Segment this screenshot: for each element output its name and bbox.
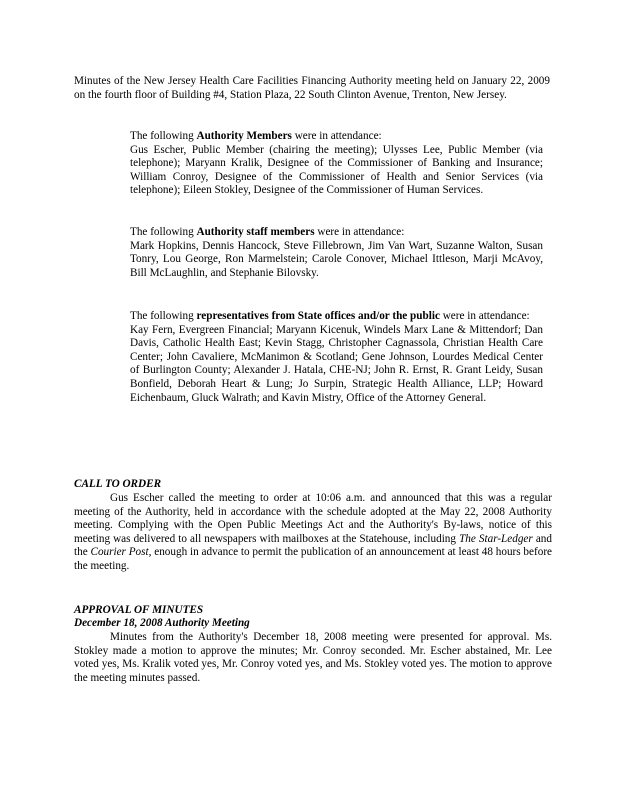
public-lead: The following representatives from State offices and/or the public were in attendance: xyxy=(130,310,530,322)
members-block xyxy=(130,130,543,198)
members-lead: The following Authority Members were in attendance: xyxy=(130,130,382,142)
public-lead-bold: representatives from State offices and/or the public xyxy=(196,310,440,322)
approval-paragraph: Minutes from the Authority's December 18, 2008 meeting were presented for approval. Ms. Stokley made a motion to approve the minutes; Mr. Conroy seconded. Mr. Escher abstained, Mr. Lee voted yes, Ms. Kralik voted yes, Mr. Conroy voted yes, and Ms. Stokley voted yes. The motion to approve the meeting minutes passed. xyxy=(74,631,552,684)
call-to-order-heading: CALL TO ORDER xyxy=(74,478,162,490)
approval-subheading: December 18, 2008 Authority Meeting xyxy=(74,617,250,629)
staff-lead: The following Authority staff members were in attendance: xyxy=(130,226,405,238)
staff-block xyxy=(130,226,543,280)
staff-lead-bold: Authority staff members xyxy=(196,226,315,238)
public-list: Kay Fern, Evergreen Financial; Maryann Kicenuk, Windels Marx Lane & Mittendorf; Dan Davis, Catholic Health East; Kevin Stagg, Christopher Cagnassola, Christian Health Care Center; John Cavaliere, McManimon & Scotland; Gene Johnson, Lourdes Medical Center of Burlington County; Alexander J. Hatala, CHE-NJ; John R. Ernst, R. Grant Leidy, Susan Bonfield, Deborah Heart & Lung; Jo Surpin, Strategic Health Alliance, LLP; Howard Eichenbaum, Gluck Walrath; and Kavin Mistry, Office of the Attorney General. xyxy=(130,323,543,404)
call-to-order-paragraph: Gus Escher called the meeting to order at 10:06 a.m. and announced that this was a regular meeting of the Authority, held in accordance with the schedule adopted at the May 22, 2008 Authority meeting. Complying with the Open Public Meetings Act and the Authority's By-laws, notice of this meeting was delivered to all newspapers with mailboxes at the Statehouse, including The Star-Ledger and the Courier Post, enough in advance to permit the publication of an announcement at least 48 hours before the meeting. xyxy=(74,492,553,572)
public-block xyxy=(130,310,543,405)
members-list: Gus Escher, Public Member (chairing the meeting); Ulysses Lee, Public Member (via telephone); Maryann Kralik, Designee of the Commissioner of Banking and Insurance; William Conroy, Designee of the Commissioner of Health and Senior Services (via telephone); Eileen Stokley, Designee of the Commissioner of Human Services. xyxy=(130,143,543,197)
staff-list: Mark Hopkins, Dennis Hancock, Steve Fillebrown, Jim Van Wart, Suzanne Walton, Susan Tonry, Lou George, Ron Marmelstein; Carole Conover, Michael Ittleson, Marji McAvoy, Bill McLaughlin, and Stephanie Bilovsky. xyxy=(130,239,543,279)
newspaper-courier-post: Courier Post, xyxy=(90,546,152,559)
intro-paragraph: Minutes of the New Jersey Health Care Facilities Financing Authority meeting held on January 22, 2009 on the fourth floor of Building #4, Station Plaza, 22 South Clinton Avenue, Trenton, New Jersey. xyxy=(74,75,550,101)
members-lead-bold: Authority Members xyxy=(196,130,292,142)
newspaper-star-ledger: The Star-Ledger xyxy=(459,532,533,545)
approval-heading: APPROVAL OF MINUTES xyxy=(74,604,204,616)
